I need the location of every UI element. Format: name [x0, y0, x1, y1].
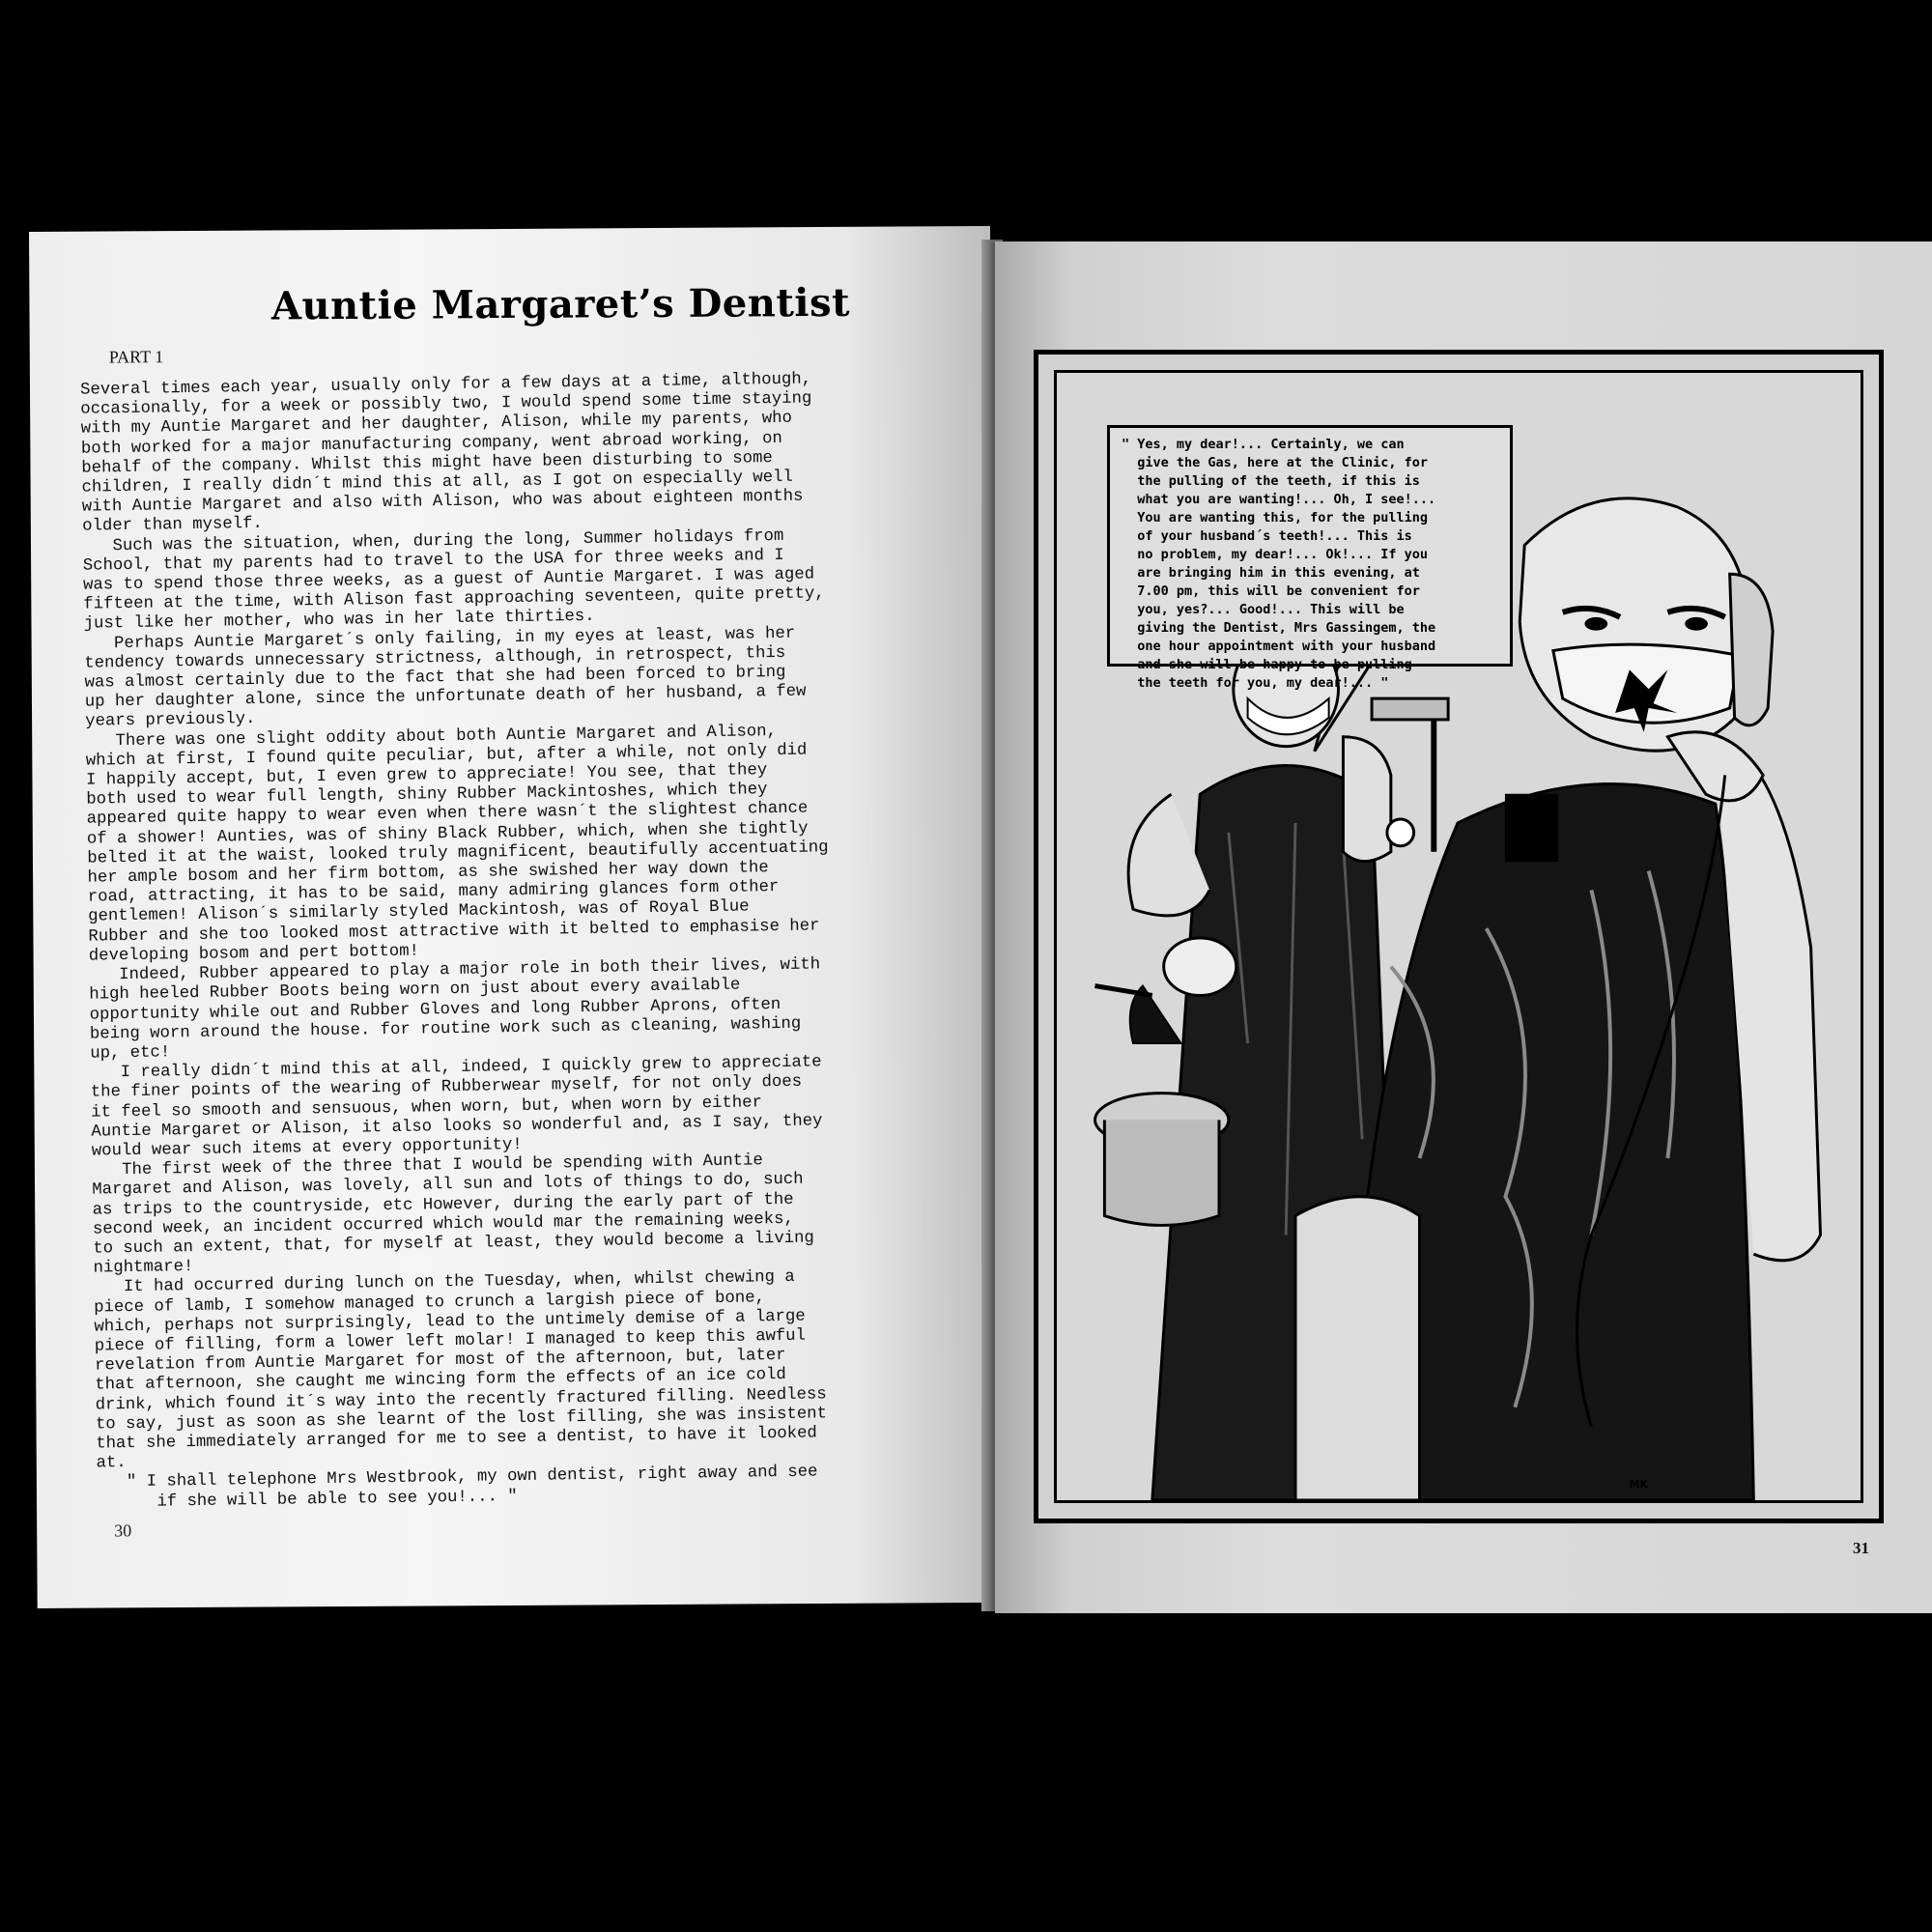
comic-panel: [1054, 370, 1863, 1503]
left-page: [29, 226, 999, 1608]
page-number-right: 31: [1853, 1539, 1869, 1557]
dental-lamp: [1343, 698, 1448, 862]
dental-unit: [1295, 1197, 1419, 1500]
right-page: [995, 242, 1932, 1613]
comic-panel-frame: [1034, 350, 1884, 1523]
artist-signature: MK: [1629, 1478, 1648, 1491]
part-label: PART 1: [108, 347, 164, 367]
page-number-left: 30: [114, 1520, 132, 1541]
speech-bubble: [1107, 425, 1513, 691]
article-title: Auntie Margaret’s Dentist: [270, 279, 851, 329]
speech-bubble-text: " Yes, my dear!... Certainly, we can give the Gas, here at the Clinic, for the pulling of the teeth, if this is what you are wanting!... Oh, I see!... You are wanting this, for the pulling of your husband´s teeth!... This is no problem, my dear!... Ok!... If you are bringing him in this evening, at 7.00 pm, this will be convenient for you, yes?... Good!... This will be giving the Dentist, Mrs Gassingem, the one hour appointment with your husband and she will be happy to be pulling the teeth for you, my dear!... ": [1122, 437, 1436, 691]
article-body: Several times each year, usually only for a few days at a time, although, occasionally, for a week or possibly two, I would spend some time staying with my Auntie Margaret and her daughter, Alison, while my parents, who both worked for a major manufacturing company, went abroad working, on behalf of the company. Whilst this might have been disturbing to some children, I really didn´t mind this at all, as I got on especially well with Auntie Margaret and also with Alison, who was about eighteen months older than myself. Such was the situation, when, during the long, Summer holidays from School, that my parents had to travel to the USA for three weeks and I was to spend those three weeks, as a guest of Auntie Margaret. I was aged fifteen at the time, with Alison fast approaching seventeen, quite pretty, just like her mother, who was in her late thirties. Perhaps Auntie Margaret´s only failing, in my eyes at least, was her tendency towards unnecessary strictness, although, in retrospect, this was almost certainly due to the fact that she had been forced to bring up her daughter alone, since the unfortunate death of her husband, a few years previously. There was one slight oddity about both Auntie Margaret and Alison, which at first, I found quite peculiar, but, after a while, not only did I happily accept, but, I even grew to appreciate! You see, that they both used to wear full length, shiny Rubber Mackintoshes, which they appeared quite happy to wear even when there wasn´t the slightest chance of a shower! Aunties, was of shiny Black Rubber, which, when she tightly belted it at the waist, looked truly magnificent, beautifully accentuating her ample bosom and her firm bottom, as she swished her way down the road, attracting, it has to be said, many admiring glances form other gentlemen! Alison´s similarly styled Mackintosh, was of Royal Blue Rubber and she too looked most attractive with it belted to emphasise her developing bosom and pert bottom! Indeed, Rubber appeared to play a major role in both their lives, with high heeled Rubber Boots being worn on just about every available opportunity while out and Rubber Gloves and long Rubber Aprons, often being worn around the house. for routine work such as cleaning, washing up, etc! I really didn´t mind this at all, indeed, I quickly grew to appreciate the finer points of the wearing of Rubberwear myself, for not only does it feel so smooth and sensuous, when worn, but, when worn by either Auntie Margaret or Alison, it also looks so wonderful and, as I say, they would wear such items at every opportunity! The first week of the three that I would be spending with Auntie Margaret and Alison, was lovely, all sun and lots of things to do, such as trips to the countryside, etc However, during the early part of the second week, an incident occurred which would mar the remaining weeks, to such an extent, that, for myself at least, they would become a living nightmare! It had occurred during lunch on the Tuesday, when, whilst chewing a piece of lamb, I somehow managed to crunch a largish piece of bone, which, perhaps not surprisingly, lead to the untimely demise of a large piece of filling, form a lower left molar! I managed to keep this awful revelation from Auntie Margaret for most of the afternoon, but, later that afternoon, she caught me wincing form the effects of an ice cold drink, which found it´s way into the recently fractured filling. Needless to say, just as soon as she learnt of the lost filling, she was insistent that she immediately arranged for me to see a dentist, to have it looked at. " I shall telephone Mrs Westbrook, my own dentist, right away and see if she will be able to see you!... ": [79, 370, 829, 1513]
